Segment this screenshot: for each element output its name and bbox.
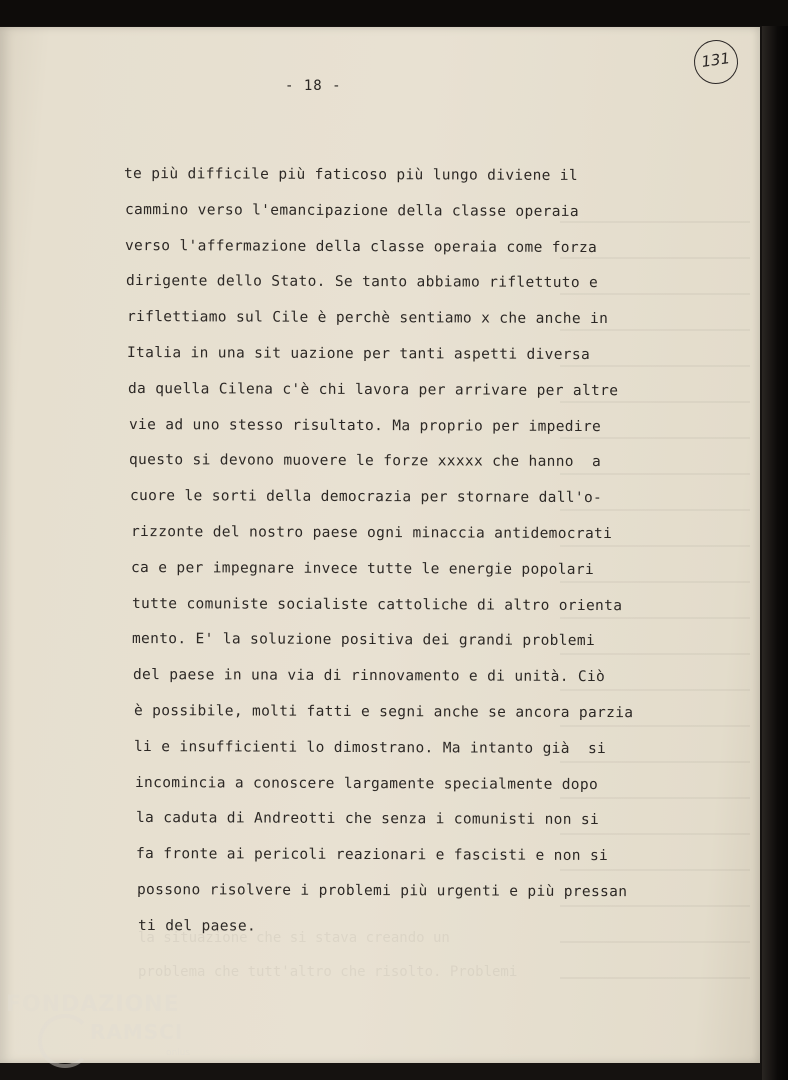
archive-number: 131 bbox=[700, 49, 732, 71]
bleed-line: problema che tutt'altro che risolto. Problemi bbox=[138, 964, 518, 980]
text-line: li e insufficienti lo dimostrano. Ma intanto già si bbox=[134, 738, 607, 757]
text-line: te più difficile più faticoso più lungo diviene il bbox=[123, 166, 579, 184]
text-line: incomincia a conoscere largamente specialmente dopo bbox=[135, 774, 599, 793]
text-line: del paese in una via di rinnovamento e di unità. Ciò bbox=[133, 667, 606, 686]
text-line: possono risolvere i problemi più urgenti e più pressan bbox=[136, 882, 628, 901]
text-line: rizzonte del nostro paese ogni minaccia antidemocrati bbox=[130, 524, 612, 543]
text-line: cuore le sorti della democrazia per stornare dall'o- bbox=[129, 488, 603, 507]
watermark-line1: FONDAZIONE bbox=[6, 992, 180, 1017]
text-line: riflettiamo sul Cile è perchè sentiamo x che anche in bbox=[126, 309, 608, 328]
text-line: dirigente dello Stato. Se tanto abbiamo riflettuto e bbox=[125, 273, 599, 292]
text-line: la caduta di Andreotti che senza i comunisti non si bbox=[135, 810, 599, 829]
gramsci-g-logo-icon bbox=[38, 1014, 92, 1068]
text-line: vie ad uno stesso risultato. Ma proprio per impedire bbox=[128, 416, 601, 435]
text-line: verso l'affermazione della classe operaia come forza bbox=[125, 237, 598, 256]
watermark-onlus: onlus bbox=[166, 1048, 191, 1058]
page-number: - 18 - bbox=[285, 78, 342, 94]
fondazione-gramsci-watermark bbox=[6, 992, 206, 1072]
text-line: ca e per impegnare invece tutte le energie popolari bbox=[131, 559, 595, 578]
text-line: ti del paese. bbox=[137, 917, 256, 935]
text-line: cammino verso l'emancipazione della classe operaia bbox=[124, 201, 579, 220]
text-line: da quella Cilena c'è chi lavora per arrivare per altre bbox=[127, 380, 619, 399]
text-line: tutte comuniste socialiste cattoliche di altro orienta bbox=[131, 595, 623, 614]
binder-edge bbox=[762, 26, 788, 1080]
text-line: questo si devono muovere le forze xxxxx che hanno a bbox=[129, 452, 602, 471]
text-line: Italia in una sit uazione per tanti aspetti diversa bbox=[127, 345, 591, 364]
watermark-line2: RAMSCI bbox=[90, 1020, 184, 1044]
scanner-top-border bbox=[0, 0, 788, 26]
text-line: fa fronte ai pericoli reazionari e fascisti e non si bbox=[136, 846, 609, 865]
text-line: mento. E' la soluzione positiva dei grandi problemi bbox=[132, 631, 596, 650]
bleed-line: la situazione che si stava creando un bbox=[138, 930, 450, 946]
text-line: è possibile, molti fatti e segni anche se ancora parzia bbox=[133, 703, 634, 722]
